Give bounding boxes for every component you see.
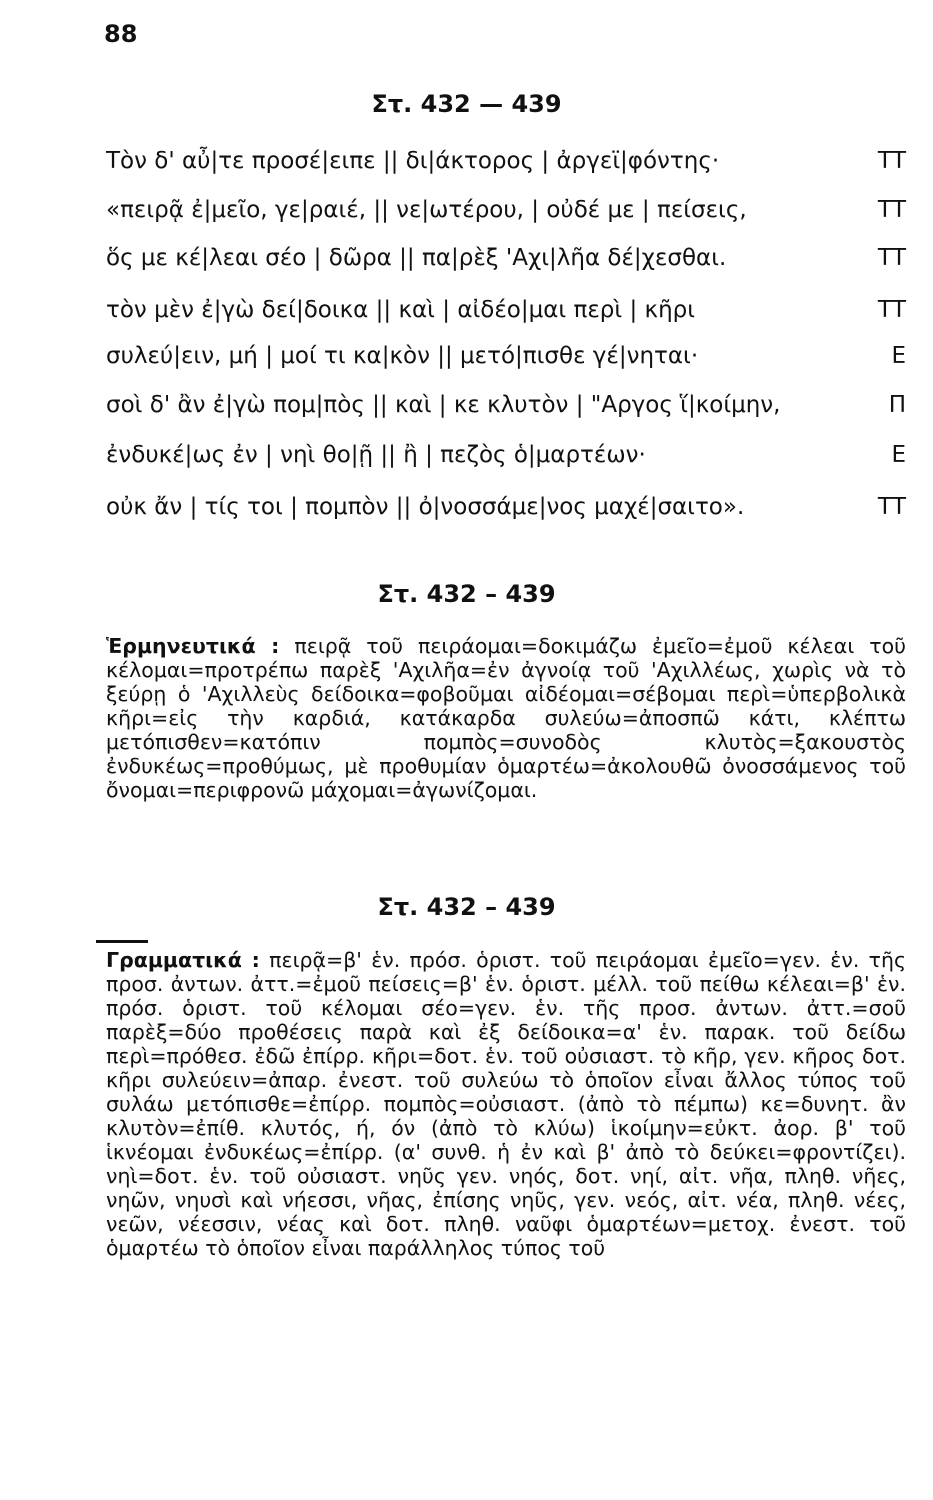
verse-text: Τὸν δ' αὖ|τε προσέ|ειπε || δι|άκτορος | ἀργεϊ|φόντης· <box>106 148 720 174</box>
verse-meter: ΤΤ <box>877 494 906 520</box>
verse-text: συλεύ|ειν, μή | μοί τι κα|κὸν || μετό|πισθε γέ|νηται· <box>106 343 699 369</box>
verse-line <box>106 148 906 188</box>
verse-meter: Ε <box>891 343 906 369</box>
verse-meter: Ε <box>891 442 906 468</box>
grammatika-label: Γραμματικά : <box>106 948 260 972</box>
verse-line <box>106 197 906 237</box>
verse-meter: ΤΤ <box>877 245 906 271</box>
verse-meter: ΤΤ <box>877 148 906 174</box>
verse-text: σοὶ δ' ἂν ἐ|γὼ πομ|πὸς || καὶ | κε κλυτὸν | "Αργος ἵ|κοίμην, <box>106 392 781 418</box>
grammatika-heading: Στ. 432 – 439 <box>377 893 556 921</box>
verse-meter: Π <box>888 392 906 418</box>
page-number: 88 <box>104 20 138 48</box>
verse-text: οὐκ ἄν | τίς τοι | πομπὸν || ὀ|νοσσάμε|νος μαχέ|σαιτο». <box>106 494 745 520</box>
verse-meter: ΤΤ <box>877 297 906 323</box>
hermeneutika-text: πειρᾷ τοῦ πειράομαι=δοκιμάζω ἐμεῖο=ἐμοῦ κέλεαι τοῦ κέλομαι=προτρέπω παρὲξ 'Αχιλῆα=ἐν ἀγνοίᾳ τοῦ 'Αχιλλέως, χωρὶς νὰ τὸ ξεύρῃ ὁ 'Αχιλλεὺς δείδοικα=φοβοῦμαι αἰδέομαι=σέβομαι περὶ=ὑπερβολικὰ κῆρι=εἰς τὴν καρδιά, κατάκαρδα συλεύω=ἀποσπῶ κάτι, κλέπτω μετόπισθεν=κατόπιν πομπὸς=συνοδὸς κλυτὸς=ξακουστὸς ἐνδυκέως=προθύμως, μὲ προθυμίαν ὁμαρτέω=ἀκολουθῶ ὀνοσσάμενος τοῦ ὄνομαι=περιφρονῶ μάχομαι=ἀγωνίζομαι. <box>106 634 906 802</box>
verse-text: ἐνδυκέ|ως ἐν | νηὶ θο|ῇ || ἢ | πεζὸς ὁ|μαρτέων· <box>106 442 646 468</box>
hermeneutika-heading: Στ. 432 – 439 <box>377 580 556 608</box>
grammatika-text: πειρᾷ=β' ἑν. πρόσ. ὁριστ. τοῦ πειράομαι ἐμεῖο=γεν. ἑν. τῆς προσ. ἀντων. ἀττ.=ἐμοῦ πείσεις=β' ἑν. ὁριστ. μέλλ. τοῦ πείθω κέλεαι=β' ἑν. πρόσ. ὁριστ. τοῦ κέλομαι σέο=γεν. ἑν. τῆς προσ. ἀντων. ἀττ.=σοῦ παρὲξ=δύο προθέσεις παρὰ καὶ ἐξ δείδοικα=α' ἑν. παρακ. τοῦ δείδω περὶ=πρόθεσ. ἐδῶ ἐπίρρ. κῆρι=δοτ. ἑν. τοῦ οὐσιαστ. τὸ κῆρ, γεν. κῆρος δοτ. κῆρι συλεύειν=ἀπαρ. ἐνεστ. τοῦ συλεύω τὸ ὁποῖον εἶναι ἄλλος τύπος τοῦ συλάω μετόπισθε=ἐπίρρ. πομπὸς=οὐσιαστ. (ἀπὸ τὸ πέμπω) κε=δυνητ. ἂν κλυτὸν=ἐπίθ. κλυτός, ή, όν (ἀπὸ τὸ κλύω) ἱκοίμην=εὐκτ. ἀορ. β' τοῦ ἱκνέομαι ἐνδυκέως=ἐπίρρ. (α' συνθ. ἡ ἐν καὶ β' ἀπὸ τὸ δεύκει=φροντίζει). νηὶ=δοτ. ἑν. τοῦ οὐσιαστ. νηῦς γεν. νηός, δοτ. νηί, αἰτ. νῆα, πληθ. νῆες, νηῶν, νηυσὶ καὶ νήεσσι, νῆας, ἐπίσης νηῦς, γεν. νεός, αἰτ. νέα, πληθ. νέες, νεῶν, νέεσσιν, νέας καὶ δοτ. πληθ. ναῦφι ὁμαρτέων=μετοχ. ἐνεστ. τοῦ ὁμαρτέω τὸ ὁποῖον εἶναι παράλληλος τύπος τοῦ <box>106 948 906 1260</box>
verse-line <box>106 392 906 432</box>
verse-line <box>106 297 906 337</box>
grammatika-paragraph <box>106 948 906 1260</box>
section-heading: Στ. 432 — 439 <box>371 90 562 118</box>
verse-meter: ΤΤ <box>877 197 906 223</box>
verse-text: ὅς με κέ|λεαι σέο | δῶρα || πα|ρὲξ 'Αχι|λῆα δέ|χεσθαι. <box>106 245 727 271</box>
margin-rule <box>96 940 148 943</box>
hermeneutika-label: Ἑρμηνευτικά : <box>106 634 280 658</box>
verse-line <box>106 442 906 482</box>
verse-text: τὸν μὲν ἐ|γὼ δεί|δοικα || καὶ | αἰδέο|μαι περὶ | κῆρι <box>106 297 696 323</box>
verse-text: «πειρᾷ ἐ|μεῖο, γε|ραιέ, || νε|ωτέρου, | οὐδέ με | πείσεις, <box>106 197 747 223</box>
verse-line <box>106 494 906 534</box>
verse-line <box>106 245 906 285</box>
verse-line <box>106 343 906 383</box>
hermeneutika-paragraph <box>106 634 906 802</box>
